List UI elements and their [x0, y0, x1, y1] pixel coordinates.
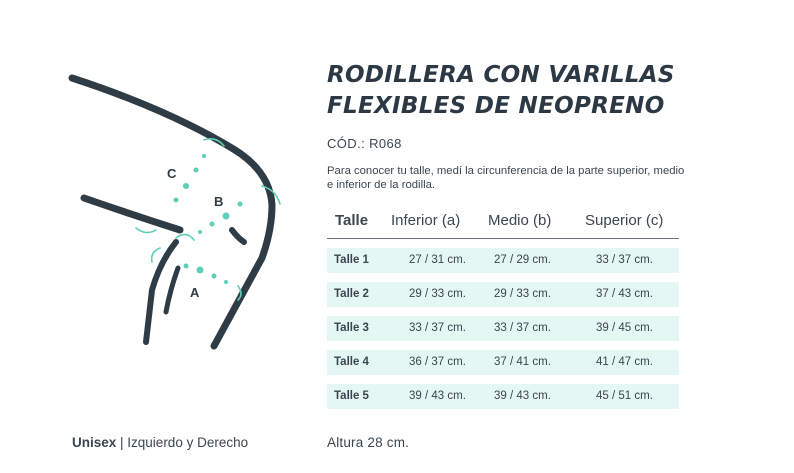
header-superior: Superior (c) [585, 212, 664, 229]
product-code: CÓD.: R068 [327, 136, 402, 151]
size-instructions: Para conocer tu talle, medí la circunferencia de la parte superior, medio e inferior de la rodilla. [327, 165, 685, 191]
calf-inner-outline [166, 268, 178, 312]
cell-talle: Talle 5 [334, 390, 369, 402]
cell-medio: 33 / 37 cm. [494, 322, 551, 334]
cell-superior: 37 / 43 cm. [596, 288, 653, 300]
table-row [327, 248, 679, 273]
sides-label: | Izquierdo y Derecho [116, 435, 249, 450]
header-inferior: Inferior (a) [391, 212, 461, 229]
title-line-2: FLEXIBLES DE NEOPRENO [327, 93, 665, 119]
table-row [327, 384, 679, 409]
label-a: A [190, 285, 200, 300]
unisex-note [72, 435, 248, 450]
cell-talle: Talle 2 [334, 288, 369, 300]
cell-superior: 41 / 47 cm. [596, 356, 653, 368]
cell-talle: Talle 1 [334, 254, 369, 266]
cell-inferior: 33 / 37 cm. [409, 322, 466, 334]
cell-medio: 37 / 41 cm. [494, 356, 551, 368]
unisex-label: Unisex [72, 435, 117, 450]
table-row [327, 282, 679, 307]
cell-superior: 45 / 51 cm. [596, 390, 653, 402]
knee-illustration [55, 60, 315, 360]
cell-talle: Talle 4 [334, 356, 369, 368]
header-talle: Talle [335, 212, 369, 229]
height-note: Altura 28 cm. [327, 435, 410, 450]
cell-medio: 29 / 33 cm. [494, 288, 551, 300]
thigh-bottom-outline [84, 198, 180, 230]
thigh-top-outline [72, 78, 272, 346]
label-c: C [167, 166, 177, 181]
cell-superior: 39 / 45 cm. [596, 322, 653, 334]
cell-inferior: 27 / 31 cm. [409, 254, 466, 266]
cell-superior: 33 / 37 cm. [596, 254, 653, 266]
table-row [327, 316, 679, 341]
kneecap-mark [232, 230, 244, 242]
title-line-1: RODILLERA CON VARILLAS [327, 62, 675, 88]
product-title [327, 60, 675, 122]
header-medio: Medio (b) [488, 212, 552, 229]
cell-inferior: 36 / 37 cm. [409, 356, 466, 368]
cell-inferior: 29 / 33 cm. [409, 288, 466, 300]
cell-talle: Talle 3 [334, 322, 369, 334]
size-table-header [327, 207, 679, 239]
cell-medio: 39 / 43 cm. [494, 390, 551, 402]
cell-medio: 27 / 29 cm. [494, 254, 551, 266]
cell-inferior: 39 / 43 cm. [409, 390, 466, 402]
table-row [327, 350, 679, 375]
size-table [327, 207, 679, 409]
label-b: B [214, 194, 224, 209]
